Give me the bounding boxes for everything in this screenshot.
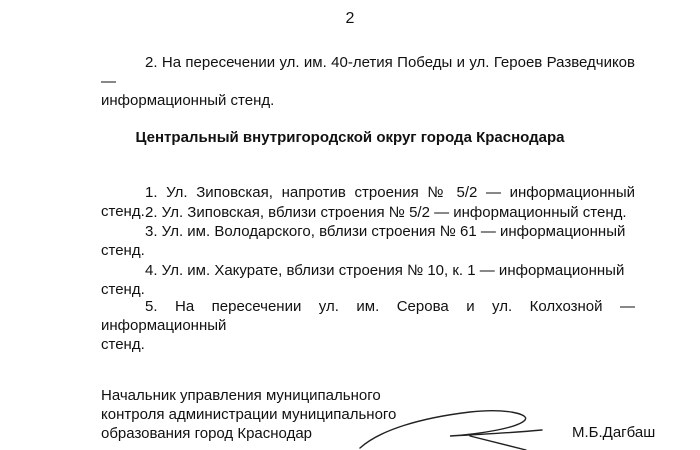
list-item <box>101 203 635 222</box>
list-item <box>101 222 635 260</box>
page-number: 2 <box>345 10 355 27</box>
list-item-line: 5. На пересечении ул. им. Серова и ул. Колхозной — информационный <box>101 298 635 334</box>
list-item-line: стенд. <box>101 281 145 298</box>
list-item-line: 2. Ул. Зиповская, вблизи строения № 5/2 — информационный стенд. <box>145 204 627 221</box>
list-item-line: 2. На пересечении ул. им. 40-летия Победы и ул. Героев Разведчиков — <box>101 54 635 90</box>
section-heading: Центральный внутригородской округ города Краснодара <box>135 129 565 146</box>
list-item <box>101 261 635 299</box>
handwritten-signature <box>320 400 570 450</box>
signatory-name: М.Б.Дагбаш <box>572 424 656 441</box>
list-item-line: 3. Ул. им. Володарского, вблизи строения № 61 — информационный <box>145 223 626 240</box>
list-item-line: стенд. <box>101 336 145 353</box>
list-item-line: стенд. <box>101 242 145 259</box>
list-item <box>101 297 635 354</box>
signatory-position-line: Начальник управления муниципального <box>101 387 381 404</box>
signatory-position-line: образования город Краснодар <box>101 425 313 442</box>
list-item-line: 4. Ул. им. Хакурате, вблизи строения № 10, к. 1 — информационный <box>145 262 625 279</box>
list-item-intro <box>101 53 635 110</box>
list-item-line: 1. Ул. Зиповская, напротив строения № 5/2 — информационный стенд. <box>101 184 635 220</box>
signatory-position-line: контроля администрации муниципального <box>101 406 397 423</box>
list-item-line: информационный стенд. <box>101 92 275 109</box>
